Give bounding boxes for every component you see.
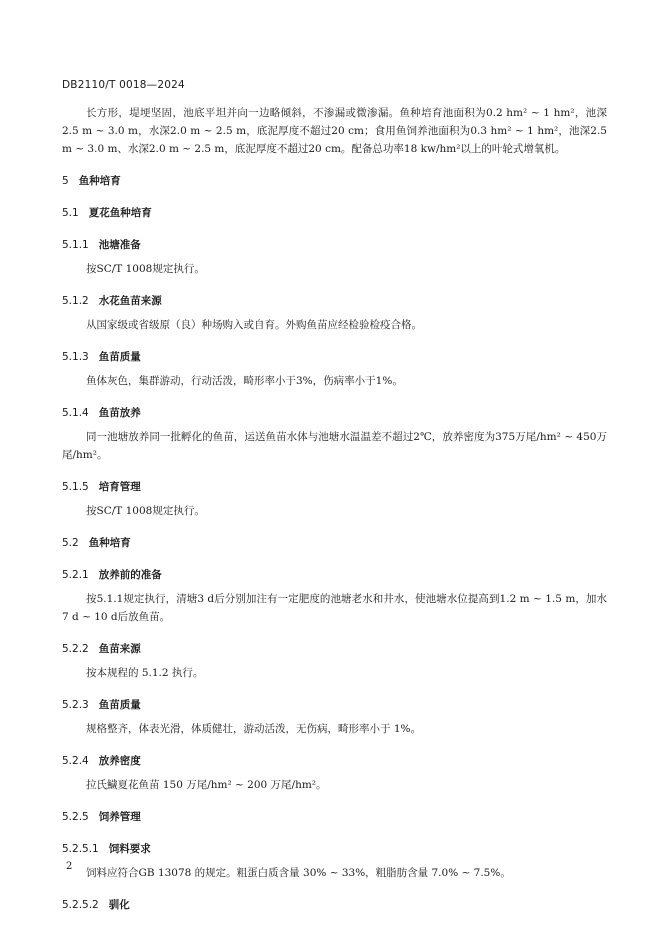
heading-title: 鱼苗来源 — [98, 643, 141, 655]
para-5-2-3: 规格整齐，体表光滑，体质健壮，游动活泼，无伤病，畸形率小于 1%。 — [86, 723, 421, 735]
para-5-1-3: 鱼体灰色，集群游动，行动活泼，畸形率小于3%，伤病率小于1%。 — [86, 375, 403, 387]
heading-number: 5.2.5 — [62, 811, 99, 823]
para-5-2-1: 按5.1.1规定执行，清塘3 d后分别加注有一定肥度的池塘老水和井水，使池塘水位提高到1.2 m ~ 1.5 m，加水7 d ~ 10 d后放鱼苗。 — [62, 593, 607, 623]
spacer — [62, 390, 607, 404]
heading-title: 鱼苗质量 — [98, 351, 141, 363]
para-5-1-4: 同一池塘放养同一批孵化的鱼苗，运送鱼苗水体与池塘水温温差不超过2℃，放养密度为375万尾/hm² ~ 450万尾/hm²。 — [62, 431, 607, 461]
heading-number: 5.2.1 — [62, 569, 99, 581]
heading-number: 5.1.5 — [62, 481, 99, 493]
para-5-2-5-1: 饲料应符合GB 13078 的规定。粗蛋白质含量 30% ~ 33%，粗脂肪含量 7.0% ~ 7.5%。 — [86, 867, 511, 879]
spacer — [62, 552, 607, 566]
heading-5-2-5 — [62, 808, 607, 826]
spacer — [62, 520, 607, 534]
heading-5-1-2 — [62, 292, 607, 310]
spacer — [62, 222, 607, 236]
para-5-1-1: 按SC/T 1008规定执行。 — [86, 263, 205, 275]
spacer — [62, 682, 607, 696]
heading-5-2-3 — [62, 696, 607, 714]
heading-title: 夏花鱼种培育 — [88, 207, 152, 219]
heading-number: 5 — [62, 175, 79, 187]
document-code-header: DB2110/T 0018—2024 — [62, 79, 185, 91]
spacer — [62, 278, 607, 292]
heading-number: 5.2.5.1 — [62, 843, 109, 855]
spacer — [62, 158, 607, 172]
para-5-1-2: 从国家级或省级原（良）种场购入或自育。外购鱼苗应经检验检疫合格。 — [86, 319, 422, 331]
heading-5 — [62, 172, 607, 190]
heading-title: 饲料要求 — [108, 843, 151, 855]
heading-number: 5.1.3 — [62, 351, 99, 363]
heading-5-2-1 — [62, 566, 607, 584]
spacer — [62, 190, 607, 204]
heading-title: 池塘准备 — [98, 239, 141, 251]
heading-number: 5.1.4 — [62, 407, 99, 419]
heading-5-2-5-2 — [62, 896, 607, 914]
heading-title: 放养密度 — [98, 755, 141, 767]
heading-title: 培育管理 — [98, 481, 141, 493]
spacer — [62, 738, 607, 752]
heading-number: 5.2.4 — [62, 755, 99, 767]
heading-5-1 — [62, 204, 607, 222]
para-5-2-4: 拉氏鱥夏花鱼苗 150 万尾/hm² ~ 200 万尾/hm²。 — [86, 779, 327, 791]
spacer — [62, 882, 607, 896]
spacer — [62, 334, 607, 348]
heading-title: 水花鱼苗来源 — [98, 295, 162, 307]
spacer — [62, 794, 607, 808]
heading-5-2 — [62, 534, 607, 552]
heading-title: 驯化 — [108, 899, 130, 911]
page-number: 2 — [66, 861, 73, 872]
heading-title: 鱼种培育 — [78, 175, 121, 187]
spacer — [62, 626, 607, 640]
heading-title: 鱼种培育 — [88, 537, 131, 549]
heading-5-2-5-1 — [62, 840, 607, 858]
heading-number: 5.1.1 — [62, 239, 99, 251]
heading-5-1-3 — [62, 348, 607, 366]
heading-number: 5.1 — [62, 207, 89, 219]
heading-title: 鱼苗放养 — [98, 407, 141, 419]
heading-number: 5.2.5.2 — [62, 899, 109, 911]
heading-5-1-5 — [62, 478, 607, 496]
document-body — [62, 104, 607, 914]
heading-number: 5.1.2 — [62, 295, 99, 307]
heading-5-1-4 — [62, 404, 607, 422]
heading-number: 5.2.2 — [62, 643, 99, 655]
heading-title: 鱼苗质量 — [98, 699, 141, 711]
heading-title: 饲养管理 — [98, 811, 141, 823]
heading-title: 放养前的准备 — [98, 569, 162, 581]
heading-5-2-2 — [62, 640, 607, 658]
spacer — [62, 826, 607, 840]
para-pond-spec: 长方形，堤埂坚固，池底平坦并向一边略倾斜，不渗漏或微渗漏。鱼种培育池面积为0.2 hm² ~ 1 hm²，池深2.5 m ~ 3.0 m，水深2.0 m ~ 2.5 m，底泥厚度不超过20 cm；食用鱼饲养池面积为0.3 hm² ~ 1 hm²，池深2.5 m ~ 3.0 m、水深2.0 m ~ 2.5 m，底泥厚度不超过20 cm。配备总功率18 kw/hm²以上的叶轮式增氧机。 — [62, 107, 607, 155]
heading-number: 5.2.3 — [62, 699, 99, 711]
heading-5-2-4 — [62, 752, 607, 770]
heading-5-1-1 — [62, 236, 607, 254]
para-5-2-2: 按本规程的 5.1.2 执行。 — [86, 667, 204, 679]
heading-number: 5.2 — [62, 537, 89, 549]
para-5-1-5: 按SC/T 1008规定执行。 — [86, 505, 205, 517]
spacer — [62, 464, 607, 478]
